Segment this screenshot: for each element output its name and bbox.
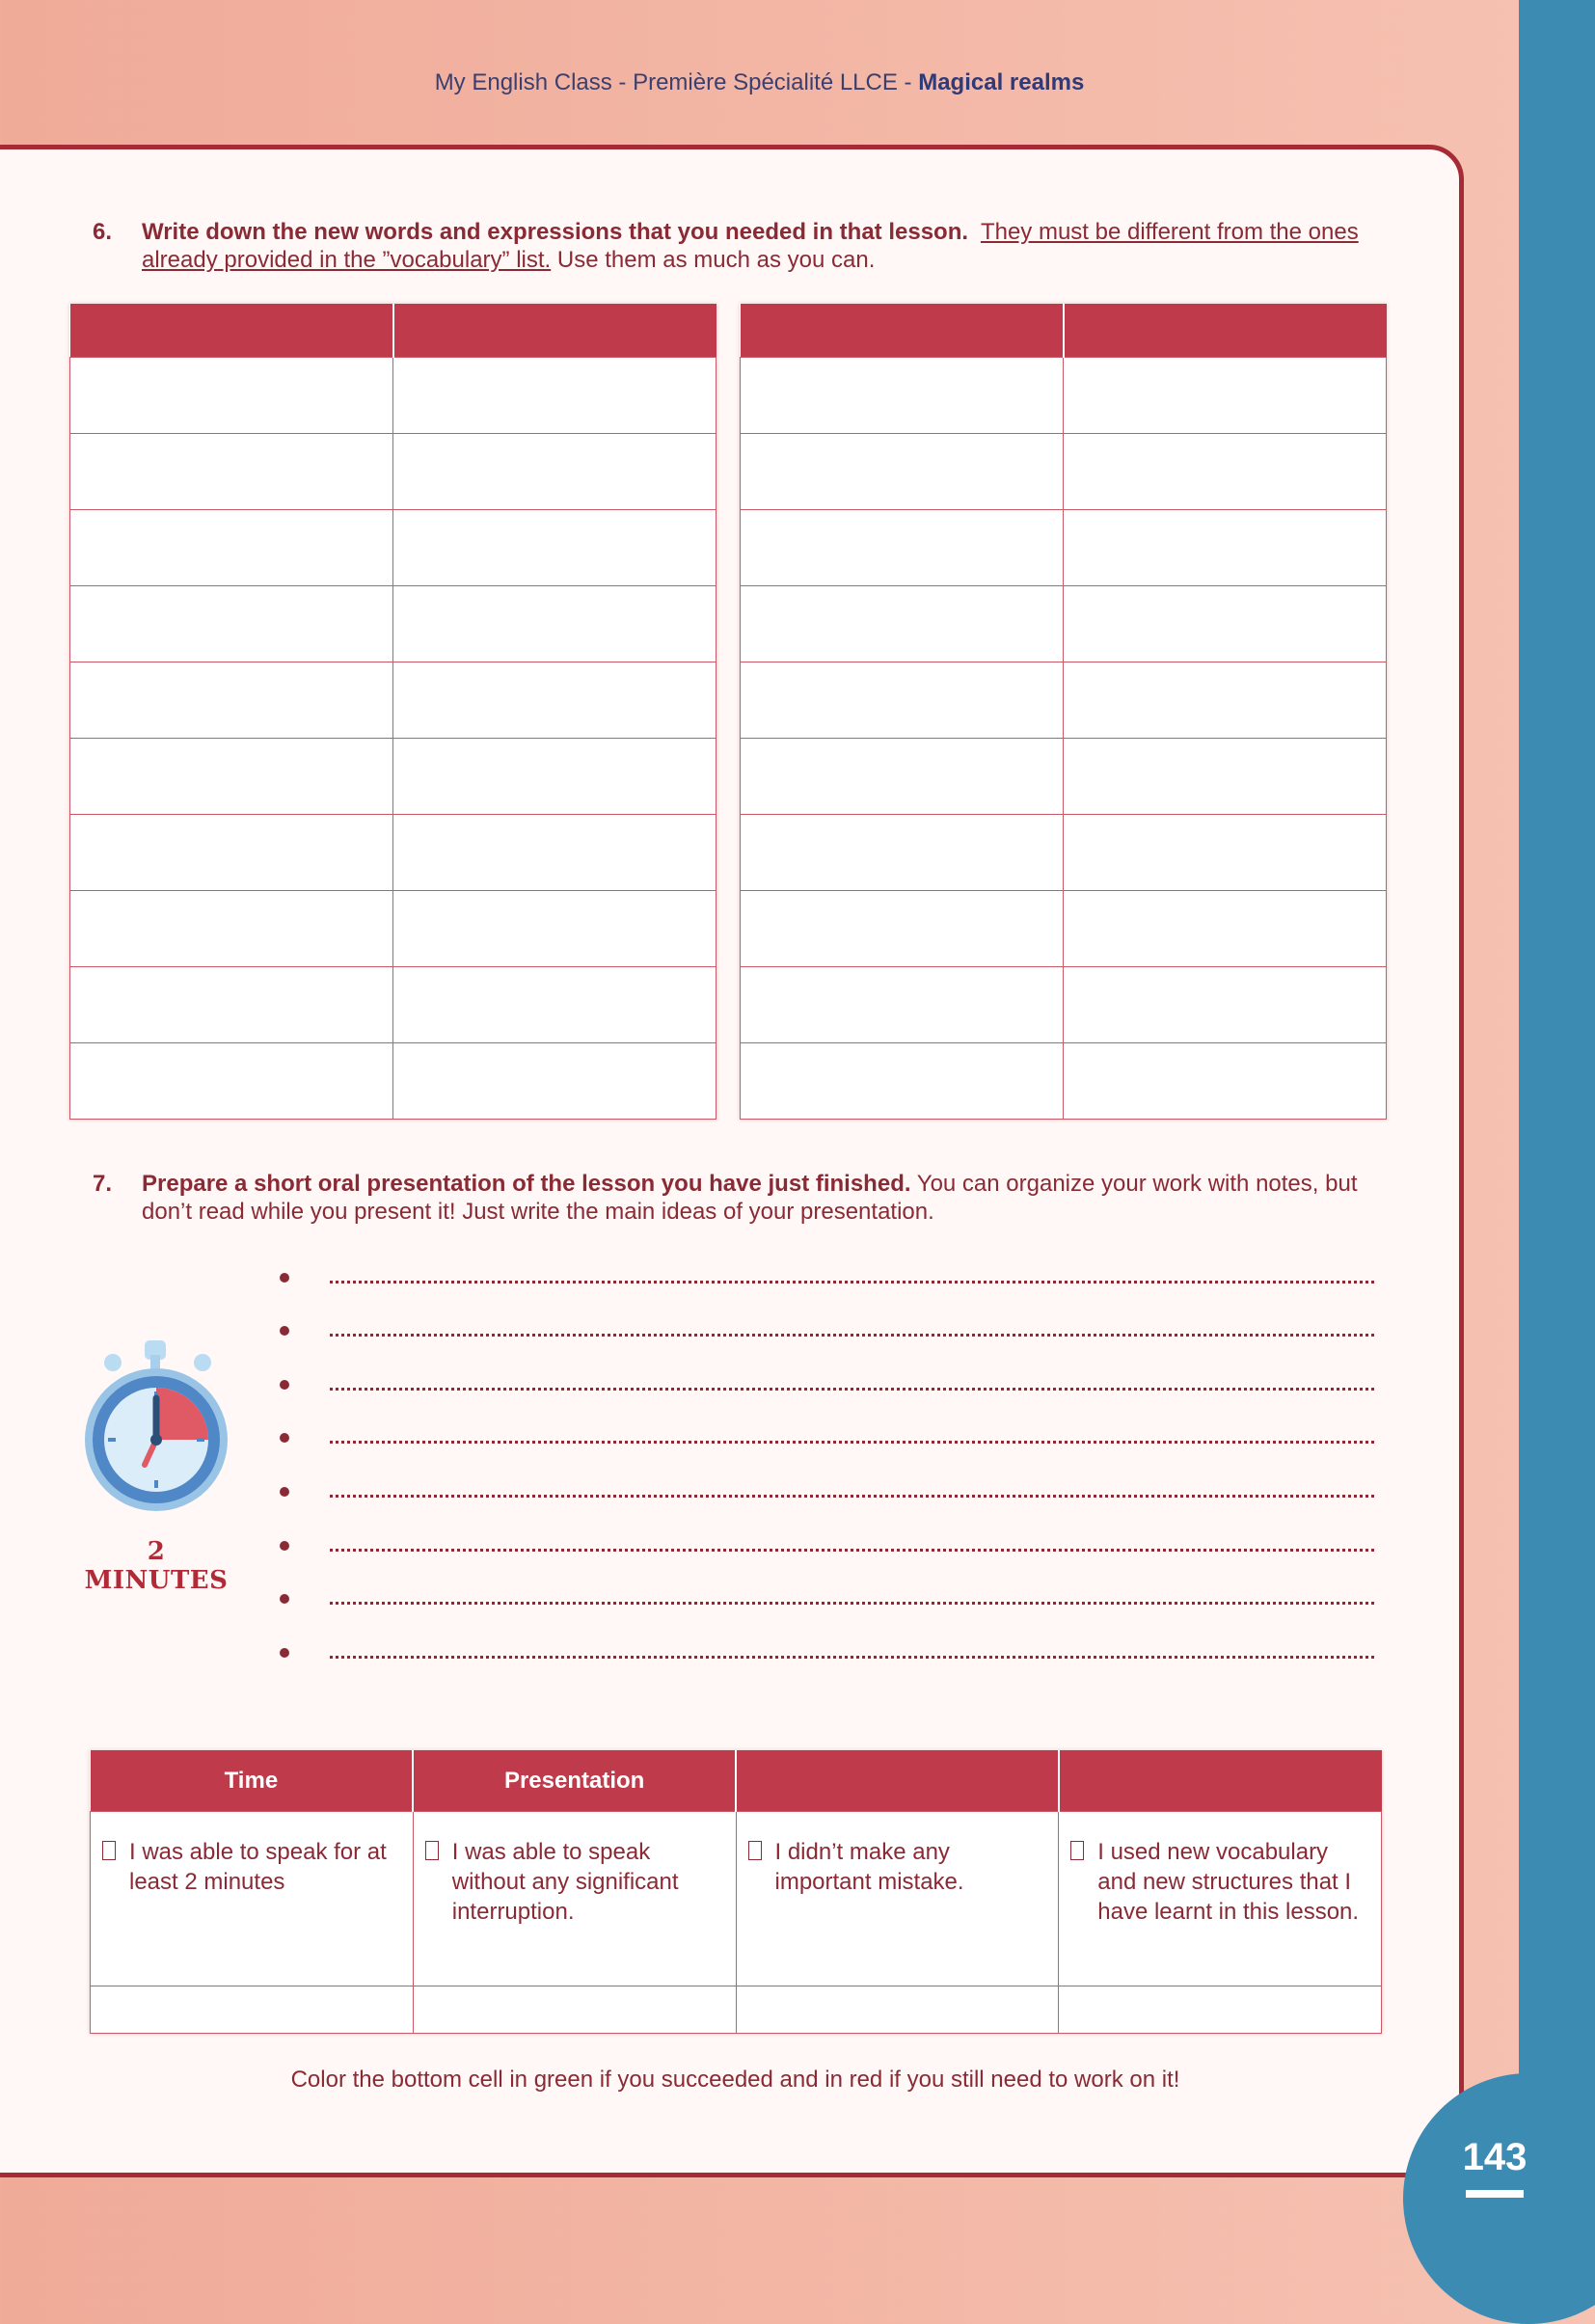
result-cell[interactable] <box>1059 1986 1382 2034</box>
vocab-cell[interactable] <box>393 1043 716 1120</box>
page-number-underline <box>1466 2190 1524 2198</box>
vocab-cell[interactable] <box>70 967 393 1043</box>
vocab-header-cell <box>741 304 1064 358</box>
side-band <box>1519 0 1595 2256</box>
q6-rest: Use them as much as you can. <box>556 247 876 273</box>
rubric-header <box>1059 1750 1382 1812</box>
vocab-header-cell <box>1064 304 1387 358</box>
rubric-criterion <box>1059 1812 1382 1986</box>
q7-instruction: Prepare a short oral presentation of the lesson you have just finished. <box>142 1171 911 1197</box>
rubric-criterion <box>91 1812 414 1986</box>
vocab-cell[interactable] <box>741 586 1064 662</box>
checkbox[interactable] <box>102 1841 116 1860</box>
vocab-cell[interactable] <box>70 358 393 434</box>
note-line[interactable] <box>280 1431 1374 1460</box>
bullet-icon <box>280 1594 289 1604</box>
vocab-cell[interactable] <box>741 815 1064 891</box>
note-line[interactable] <box>280 1539 1374 1568</box>
vocab-cell[interactable] <box>1064 1043 1387 1120</box>
question-number: 6. <box>93 219 113 245</box>
vocab-cell[interactable] <box>70 1043 393 1120</box>
q6-underlined: They must be different from the ones already provided in the ”vocabulary” list. <box>142 219 1359 273</box>
vocab-cell[interactable] <box>70 586 393 662</box>
result-cell[interactable] <box>736 1986 1059 2034</box>
q6-instruction: Write down the new words and expressions that you needed in that lesson. <box>142 219 969 245</box>
note-line[interactable] <box>280 1592 1374 1621</box>
vocab-cell[interactable] <box>741 510 1064 586</box>
footer-instruction: Color the bottom cell in green if you succeeded and in red if you still need to work on it! <box>290 2067 1180 2093</box>
vocab-cell[interactable] <box>741 967 1064 1043</box>
vocab-cell[interactable] <box>1064 739 1387 815</box>
vocab-cell[interactable] <box>1064 662 1387 739</box>
checkbox[interactable] <box>425 1841 439 1860</box>
vocab-cell[interactable] <box>393 358 716 434</box>
vocab-cell[interactable] <box>70 434 393 510</box>
vocab-cell[interactable] <box>70 510 393 586</box>
vocab-cell[interactable] <box>393 510 716 586</box>
vocab-table-right <box>740 304 1387 1120</box>
criterion-text: I didn’t make any important mistake. <box>774 1839 964 1895</box>
note-line[interactable] <box>280 1485 1374 1514</box>
result-cell[interactable] <box>91 1986 414 2034</box>
vocab-cell[interactable] <box>393 434 716 510</box>
vocab-cell[interactable] <box>741 739 1064 815</box>
vocab-header-cell <box>393 304 716 358</box>
criterion-text: I was able to speak for at least 2 minutes <box>129 1839 387 1895</box>
q7-rest: You can organize your work with notes, but don’t read while you present it! Just write the main ideas of your presentation. <box>142 1171 1358 1225</box>
vocab-cell[interactable] <box>741 358 1064 434</box>
note-line[interactable] <box>280 1378 1374 1407</box>
vocab-cell[interactable] <box>741 662 1064 739</box>
vocab-cell[interactable] <box>70 815 393 891</box>
vocab-cell[interactable] <box>741 891 1064 967</box>
vocab-header-cell <box>70 304 393 358</box>
bullet-icon <box>280 1326 289 1336</box>
vocab-cell[interactable] <box>393 586 716 662</box>
vocab-cell[interactable] <box>393 891 716 967</box>
note-line[interactable] <box>280 1324 1374 1353</box>
bullet-icon <box>280 1433 289 1443</box>
assessment-table <box>90 1750 1382 2034</box>
rubric-criterion <box>736 1812 1059 1986</box>
criterion-text: I used new vocabulary and new structures that I have learnt in this lesson. <box>1097 1839 1360 1925</box>
vocab-cell[interactable] <box>393 815 716 891</box>
criterion-text: I was able to speak without any significant interruption. <box>451 1839 679 1925</box>
note-line[interactable] <box>280 1271 1374 1300</box>
result-cell[interactable] <box>413 1986 736 2034</box>
vocab-cell[interactable] <box>1064 434 1387 510</box>
running-header <box>0 69 1519 96</box>
vocab-cell[interactable] <box>1064 358 1387 434</box>
bullet-icon <box>280 1648 289 1658</box>
vocab-cell[interactable] <box>741 1043 1064 1120</box>
vocab-cell[interactable] <box>1064 586 1387 662</box>
vocab-cell[interactable] <box>1064 891 1387 967</box>
vocab-cell[interactable] <box>1064 510 1387 586</box>
header-prefix: My English Class - Première Spécialité LLCE - <box>434 69 919 95</box>
checkbox[interactable] <box>1070 1841 1084 1860</box>
vocab-table-left <box>69 304 716 1120</box>
question-number: 7. <box>93 1171 113 1197</box>
rubric-header: Presentation <box>413 1750 736 1812</box>
rubric-header: Time <box>91 1750 414 1812</box>
vocab-cell[interactable] <box>393 967 716 1043</box>
bullet-icon <box>280 1541 289 1551</box>
rubric-header <box>736 1750 1059 1812</box>
header-unit: Magical realms <box>918 69 1085 95</box>
bullet-icon <box>280 1273 289 1283</box>
bullet-icon <box>280 1380 289 1390</box>
bullet-icon <box>280 1487 289 1497</box>
stopwatch-icon <box>79 1336 233 1519</box>
vocab-cell[interactable] <box>70 662 393 739</box>
rubric-criterion <box>413 1812 736 1986</box>
vocab-cell[interactable] <box>1064 967 1387 1043</box>
question-7 <box>93 1170 1365 1226</box>
note-line[interactable] <box>280 1646 1374 1675</box>
question-6 <box>93 218 1365 274</box>
page-number: 143 <box>1462 2136 1527 2178</box>
vocab-cell[interactable] <box>741 434 1064 510</box>
vocab-cell[interactable] <box>393 662 716 739</box>
vocab-cell[interactable] <box>1064 815 1387 891</box>
vocab-cell[interactable] <box>393 739 716 815</box>
timer-label: 2 MINUTES <box>84 1537 229 1595</box>
checkbox[interactable] <box>748 1841 762 1860</box>
vocab-cell[interactable] <box>70 891 393 967</box>
vocab-cell[interactable] <box>70 739 393 815</box>
